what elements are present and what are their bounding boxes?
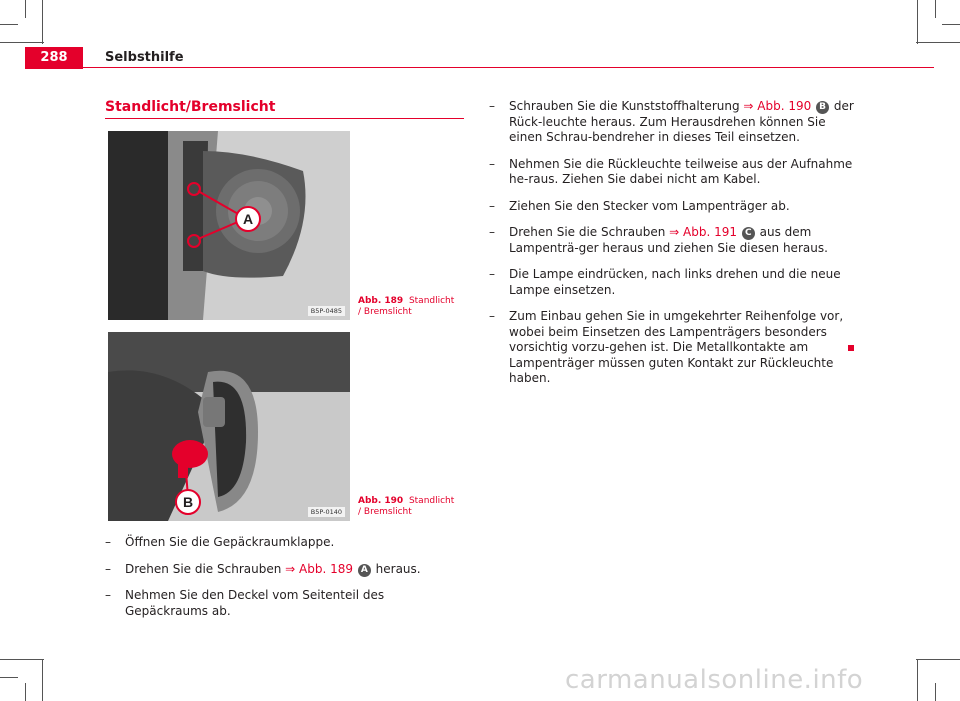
crop-mark [25, 683, 26, 701]
chapter-title: Selbsthilfe [105, 50, 184, 65]
right-steps [489, 99, 859, 398]
figure-189-photo [108, 131, 350, 320]
crop-mark [0, 42, 44, 43]
list-item [489, 225, 859, 256]
figure-code: B5P-0140 [308, 507, 345, 517]
left-steps [105, 535, 465, 630]
crop-mark [0, 24, 18, 25]
crop-mark [917, 659, 918, 701]
taillight-photo [108, 131, 350, 320]
header-rule [83, 67, 934, 68]
step-text: Nehmen Sie die Rückleuchte teilweise aus der Aufnahme he-raus. Ziehen Sie dabei nicht am Kabel. [509, 156, 853, 186]
step-text: der Rück-leuchte heraus. Zum Herausdrehen können Sie einen Schrau-bendreher in dieses Teil einsetzen. [509, 99, 854, 144]
list-item [105, 588, 465, 619]
section-rule [105, 118, 464, 119]
step-text: Ziehen Sie den Stecker vom Lampenträger ab. [509, 198, 790, 213]
crop-mark [942, 24, 960, 25]
crop-mark [0, 659, 44, 660]
step-text: Schrauben Sie die Kunststoffhalterung [509, 99, 744, 113]
section-title: Standlicht/Bremslicht [105, 99, 276, 115]
step-text: heraus. [371, 561, 421, 576]
step-text: Zum Einbau gehen Sie in umgekehrter Reihenfolge vor, wobei beim Einsetzen des Lampenträgers besonders vorsichtig vorzu-gehen ist. Die Metallkontakte am Lampenträger müssen guten Kontakt zur Rückleuchte haben. [509, 309, 844, 385]
marker-b: B [182, 494, 194, 510]
caption-text: Standlicht / Bremslicht [358, 496, 455, 517]
list-item [489, 267, 859, 298]
lamp-holder-photo [108, 332, 350, 521]
figure-link[interactable]: ⇒ Abb. 190 [743, 99, 812, 113]
figure-link[interactable]: ⇒ Abb. 191 [669, 225, 737, 239]
watermark: carmanualsonline.info [565, 665, 864, 695]
step-text: aus dem Lampenträ-ger heraus und ziehen Sie diesen heraus. [509, 225, 828, 255]
crop-mark [916, 42, 960, 43]
caption-text: Standlicht / Bremslicht [358, 296, 455, 317]
figure-190-photo [108, 332, 350, 521]
crop-mark [0, 677, 18, 678]
badge-c: C [742, 227, 755, 240]
caption-number: Abb. 190 [358, 496, 404, 506]
step-text: Nehmen Sie den Deckel vom Seitenteil des Gepäckraums ab. [125, 588, 385, 618]
step-text: Öffnen Sie die Gepäckraumklappe. [125, 535, 335, 549]
list-item [489, 99, 859, 146]
crop-mark [916, 659, 960, 660]
crop-mark [935, 683, 936, 701]
list-item [489, 157, 859, 188]
crop-mark [42, 0, 43, 44]
badge-a: A [358, 564, 371, 577]
list-item [489, 309, 859, 387]
badge-b: B [816, 101, 829, 114]
end-of-section-mark [848, 345, 854, 351]
step-text: Die Lampe eindrücken, nach links drehen und die neue Lampe einsetzen. [509, 267, 841, 297]
step-text: Drehen Sie die Schrauben [509, 225, 670, 239]
figure-link[interactable]: ⇒ Abb. 189 [285, 561, 353, 576]
crop-mark [25, 0, 26, 18]
page-number: 288 [25, 47, 83, 69]
figure-189-caption [358, 296, 458, 318]
figure-190-caption [358, 496, 458, 518]
crop-mark [42, 659, 43, 701]
list-item [105, 535, 465, 551]
list-item [489, 199, 859, 215]
marker-a: A [242, 211, 254, 227]
crop-mark [935, 0, 936, 18]
step-text: Drehen Sie die Schrauben [125, 561, 286, 576]
caption-number: Abb. 189 [358, 296, 404, 306]
figure-code: B5P-0485 [308, 306, 345, 316]
crop-mark [917, 0, 918, 44]
list-item [105, 562, 465, 578]
